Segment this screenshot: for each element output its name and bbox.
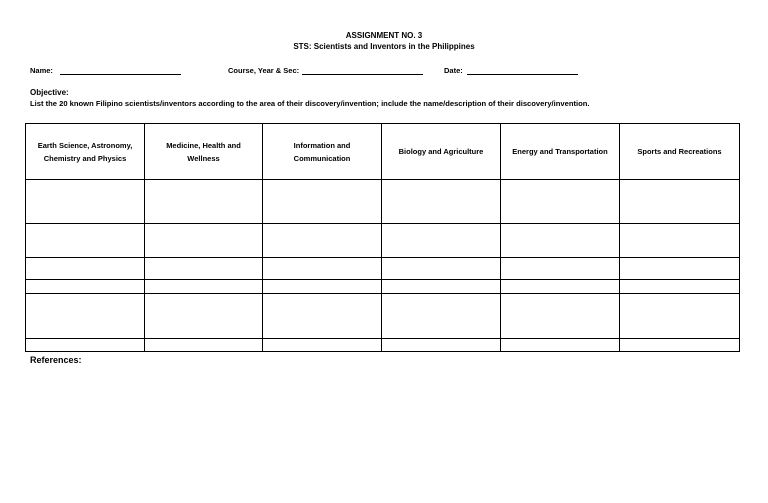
table-cell[interactable] (382, 294, 501, 339)
table-row (26, 294, 740, 339)
assignment-title: ASSIGNMENT NO. 3 (345, 31, 423, 40)
table-cell[interactable] (26, 180, 145, 224)
table-cell[interactable] (145, 224, 263, 258)
table-cell[interactable] (620, 280, 740, 294)
date-label: Date: (444, 66, 463, 75)
column-header: Sports and Recreations (620, 124, 740, 180)
table-cell[interactable] (382, 258, 501, 280)
table-cell[interactable] (501, 294, 620, 339)
table-cell[interactable] (145, 294, 263, 339)
objective-label: Objective: (30, 88, 69, 97)
table-cell[interactable] (382, 224, 501, 258)
table-header-row (26, 124, 740, 180)
column-header: Earth Science, Astronomy, Chemistry and Physics (26, 124, 145, 180)
table-cell[interactable] (145, 180, 263, 224)
table-cell[interactable] (620, 180, 740, 224)
course-year-sec-label: Course, Year & Sec: (228, 66, 300, 75)
table-row (26, 180, 740, 224)
table-cell[interactable] (501, 180, 620, 224)
table-cell[interactable] (620, 224, 740, 258)
table-cell[interactable] (263, 339, 382, 352)
table-cell[interactable] (620, 339, 740, 352)
table-cell[interactable] (26, 224, 145, 258)
table-row (26, 258, 740, 280)
table-row (26, 224, 740, 258)
table-cell[interactable] (382, 280, 501, 294)
table-cell[interactable] (501, 258, 620, 280)
column-header: Information and Communication (263, 124, 382, 180)
column-header: Biology and Agriculture (382, 124, 501, 180)
assignment-subtitle: STS: Scientists and Inventors in the Philippines (293, 42, 475, 51)
scientists-table (25, 123, 740, 352)
table-cell[interactable] (26, 294, 145, 339)
table-cell[interactable] (263, 224, 382, 258)
table-cell[interactable] (263, 258, 382, 280)
column-header: Energy and Transportation (501, 124, 620, 180)
table-cell[interactable] (263, 294, 382, 339)
objective-text: List the 20 known Filipino scientists/inventors according to the area of their discovery/invention; include the name/description of their discovery/invention. (30, 99, 590, 108)
name-field[interactable] (60, 74, 181, 75)
table-cell[interactable] (145, 280, 263, 294)
table-row (26, 339, 740, 352)
table-cell[interactable] (501, 339, 620, 352)
table-cell[interactable] (382, 180, 501, 224)
table-cell[interactable] (145, 339, 263, 352)
table-cell[interactable] (263, 180, 382, 224)
table-cell[interactable] (501, 224, 620, 258)
date-field[interactable] (467, 74, 578, 75)
table-cell[interactable] (145, 258, 263, 280)
table-cell[interactable] (263, 280, 382, 294)
course-year-sec-field[interactable] (302, 74, 423, 75)
references-label: References: (30, 355, 82, 365)
table-cell[interactable] (26, 280, 145, 294)
name-label: Name: (30, 66, 53, 75)
table-cell[interactable] (382, 339, 501, 352)
table-cell[interactable] (26, 339, 145, 352)
table-cell[interactable] (620, 294, 740, 339)
table-cell[interactable] (620, 258, 740, 280)
table-cell[interactable] (26, 258, 145, 280)
column-header: Medicine, Health and Wellness (145, 124, 263, 180)
table-row (26, 280, 740, 294)
table-cell[interactable] (501, 280, 620, 294)
